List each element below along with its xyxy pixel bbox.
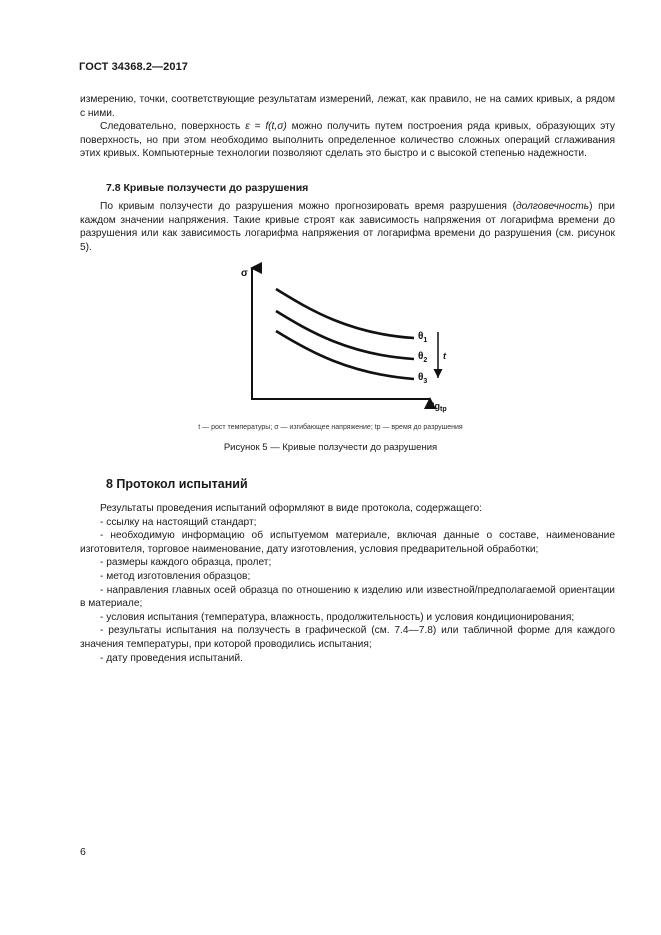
- s78-end: ) при каждом значении напряжения. Такие кривые строят как зависимость напряжения от логарифма времени до разрушения или как зависимость логарифма напряжения от логарифма времени до разрушения (см. рисунок 5).: [80, 201, 615, 253]
- figure-legend: t — рост температуры; σ — изгибающее напряжение; tр — время до разрушения: [198, 424, 463, 431]
- curve-label-3-main: θ: [418, 372, 424, 383]
- protocol-item: - направления главных осей образца по отношению к изделию или известной/предполагаемой ориентации в материале;: [80, 584, 615, 610]
- intro-paragraph-1: измерению, точки, соответствующие результатам измерений, лежат, как правило, не на самих кривых, а рядом с ними.: [80, 94, 615, 119]
- protocol-item: - метод изготовления образцов;: [100, 570, 251, 582]
- intro-p2-start: Следовательно, поверхность: [100, 121, 246, 133]
- x-axis-label: [432, 401, 447, 413]
- curve-label-2-main: θ: [418, 351, 424, 362]
- creep-curve-3: [276, 331, 414, 379]
- s78-italic-term: долговечность: [516, 201, 590, 212]
- section-7-8-paragraph: [80, 200, 615, 254]
- curve-label-3: [418, 372, 427, 385]
- section-7-8-title: 7.8 Кривые ползучести до разрушения: [106, 182, 309, 194]
- curve-label-2-sub: 2: [423, 357, 428, 364]
- x-axis-label-sub: tр: [440, 406, 447, 413]
- curve-label-1: [418, 331, 427, 344]
- intro-p2-end: можно получить путем построения ряда кривых, образующих эту поверхность, но при этом необходимо выполнить определенное количество сложных операций сглаживания этих кривых. Компьютерные технологии позволяют сделать это быстро и с высокой степенью надежности.: [80, 121, 615, 160]
- curve-label-3-sub: 3: [423, 378, 428, 385]
- temperature-arrow-label: t: [443, 351, 446, 361]
- s78-start: По кривым ползучести до разрушения можно прогнозировать время разрушения (: [100, 201, 516, 212]
- creep-curves-figure: [230, 262, 450, 414]
- x-axis-label-main: lg: [432, 401, 440, 411]
- curve-label-2: [418, 351, 427, 364]
- protocol-item: - результаты испытания на ползучесть в графической (см. 7.4—7.8) или табличной форме для каждого значения температуры, при которой проводились испытания;: [80, 625, 615, 650]
- section-8-intro: Результаты проведения испытаний оформляют в виде протокола, содержащего:: [100, 503, 483, 514]
- protocol-item: - условия испытания (температура, влажность, продолжительность) и условия кондиционирования;: [100, 611, 575, 623]
- section-8-title: 8 Протокол испытаний: [106, 477, 248, 491]
- intro-text: [80, 93, 615, 161]
- section-7-8-text: [80, 200, 615, 254]
- document-header: ГОСТ 34368.2—2017: [79, 61, 189, 73]
- curve-label-1-sub: 1: [423, 337, 428, 344]
- formula: ε = f(t,σ): [245, 121, 287, 133]
- page-number: 6: [80, 846, 86, 858]
- protocol-item: - размеры каждого образца, пролет;: [100, 557, 272, 569]
- intro-paragraph-2: [80, 120, 615, 161]
- protocol-item: - дату проведения испытаний.: [100, 652, 243, 664]
- figure-caption: Рисунок 5 — Кривые ползучести до разрушения: [223, 442, 438, 453]
- protocol-item: - ссылку на настоящий стандарт;: [100, 516, 257, 528]
- creep-curve-1: [276, 289, 414, 338]
- protocol-item: - необходимую информацию об испытуемом материале, включая данные о составе, наименование изготовителя, торговое наименование, дату изготовления, условия предварительной обработки;: [80, 530, 615, 555]
- section-8-text: [80, 502, 615, 665]
- curve-label-1-main: θ: [418, 331, 424, 342]
- y-axis-label: σ: [241, 268, 248, 279]
